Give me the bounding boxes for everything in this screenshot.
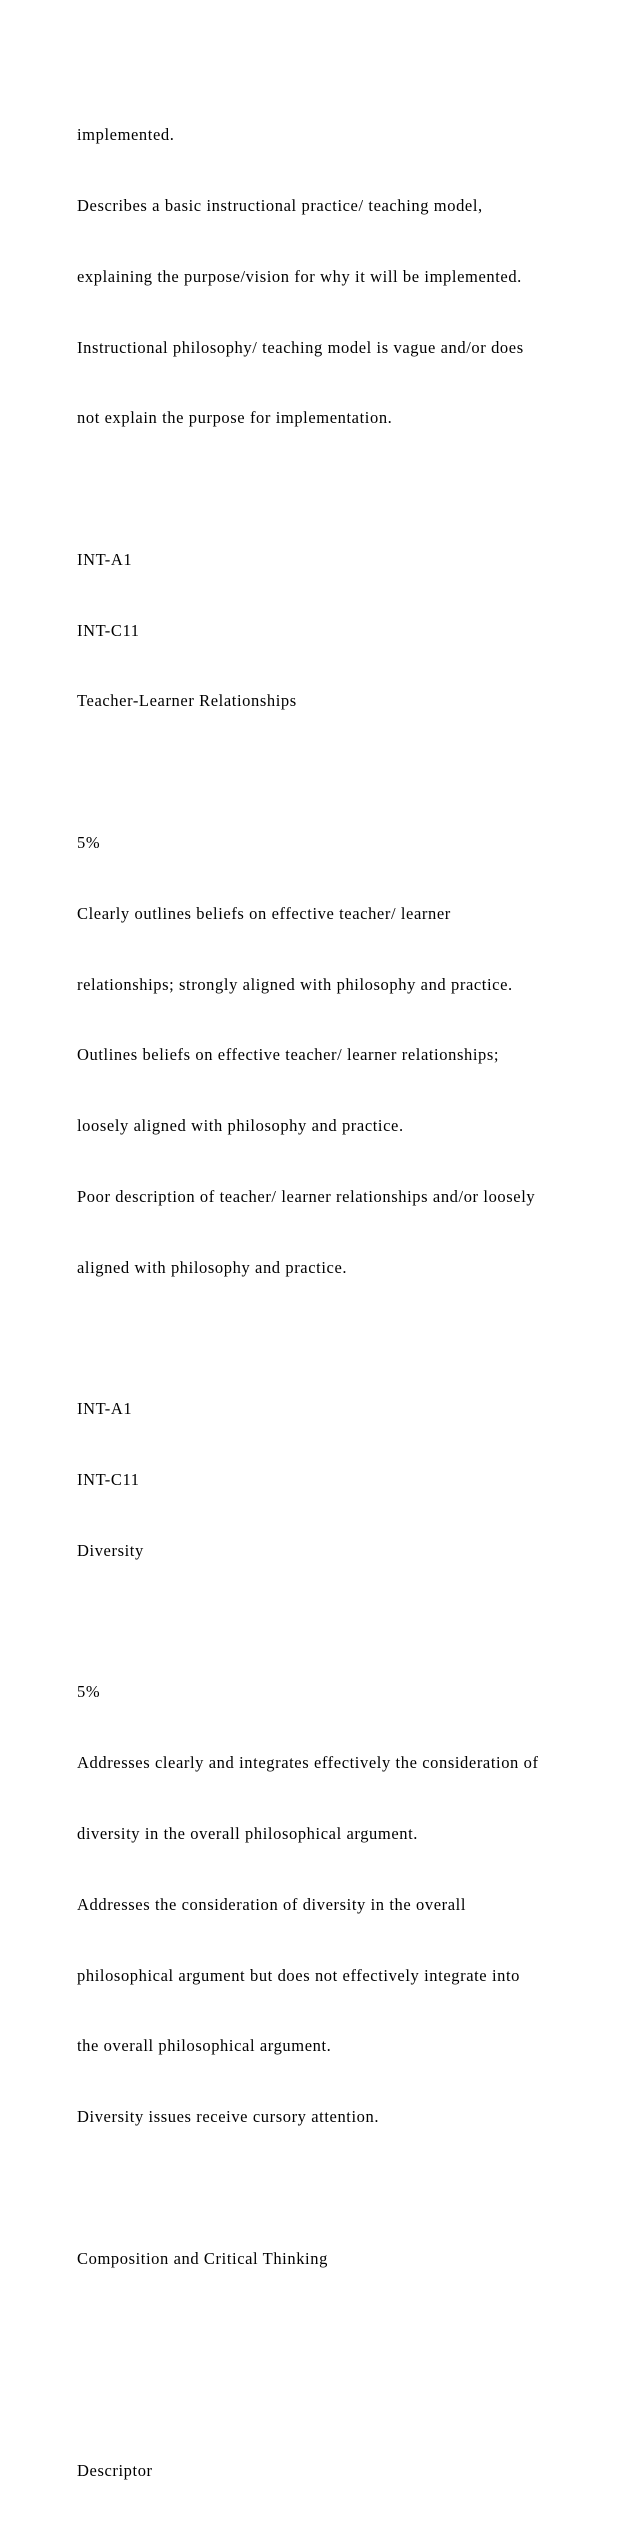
text-line: the overall philosophical argument. [77, 2036, 332, 2056]
criterion-title: Diversity [77, 1540, 144, 1560]
document-text [77, 76, 617, 2530]
standard-code: INT-A1 [77, 549, 133, 569]
section-title: Composition and Critical Thinking [77, 2248, 328, 2268]
text-line: diversity in the overall philosophical argument. [77, 1823, 419, 1843]
text-line: loosely aligned with philosophy and practice. [77, 1116, 404, 1136]
standard-code: INT-C11 [77, 620, 140, 640]
blank-line [77, 760, 617, 784]
blank-line [77, 1610, 617, 1634]
blank-line [77, 1326, 617, 1350]
text-line: Outlines beliefs on effective teacher/ learner relationships; [77, 1045, 500, 1065]
text-line: philosophical argument but does not effectively integrate into [77, 1965, 521, 1985]
blank-line [77, 477, 617, 501]
text-line: aligned with philosophy and practice. [77, 1257, 348, 1277]
text-line: Addresses clearly and integrates effectively the consideration of [77, 1753, 539, 1773]
blank-line [77, 2388, 617, 2412]
text-line: explaining the purpose/vision for why it will be implemented. [77, 266, 522, 286]
text-line: Addresses the consideration of diversity in the overall [77, 1894, 467, 1914]
criterion-weight: 5% [77, 833, 101, 852]
text-line: Poor description of teacher/ learner relationships and/or loosely [77, 1186, 536, 1206]
text-line: Clearly outlines beliefs on effective teacher/ learner [77, 903, 451, 923]
text-line: relationships; strongly aligned with philosophy and practice. [77, 974, 513, 994]
standard-code: INT-A1 [77, 1399, 133, 1419]
text-line: Instructional philosophy/ teaching model is vague and/or does [77, 337, 524, 357]
standard-code: INT-C11 [77, 1470, 140, 1490]
blank-line [77, 2317, 617, 2341]
blank-line [77, 2176, 617, 2200]
text-line: not explain the purpose for implementation. [77, 408, 393, 428]
criterion-weight: 5% [77, 1682, 101, 1702]
text-line: Describes a basic instructional practice/ teaching model, [77, 195, 483, 215]
text-line: Diversity issues receive cursory attention. [77, 2107, 380, 2127]
column-heading: Descriptor [77, 2460, 153, 2480]
text-line: implemented. [77, 125, 175, 145]
criterion-title: Teacher-Learner Relationships [77, 691, 297, 711]
